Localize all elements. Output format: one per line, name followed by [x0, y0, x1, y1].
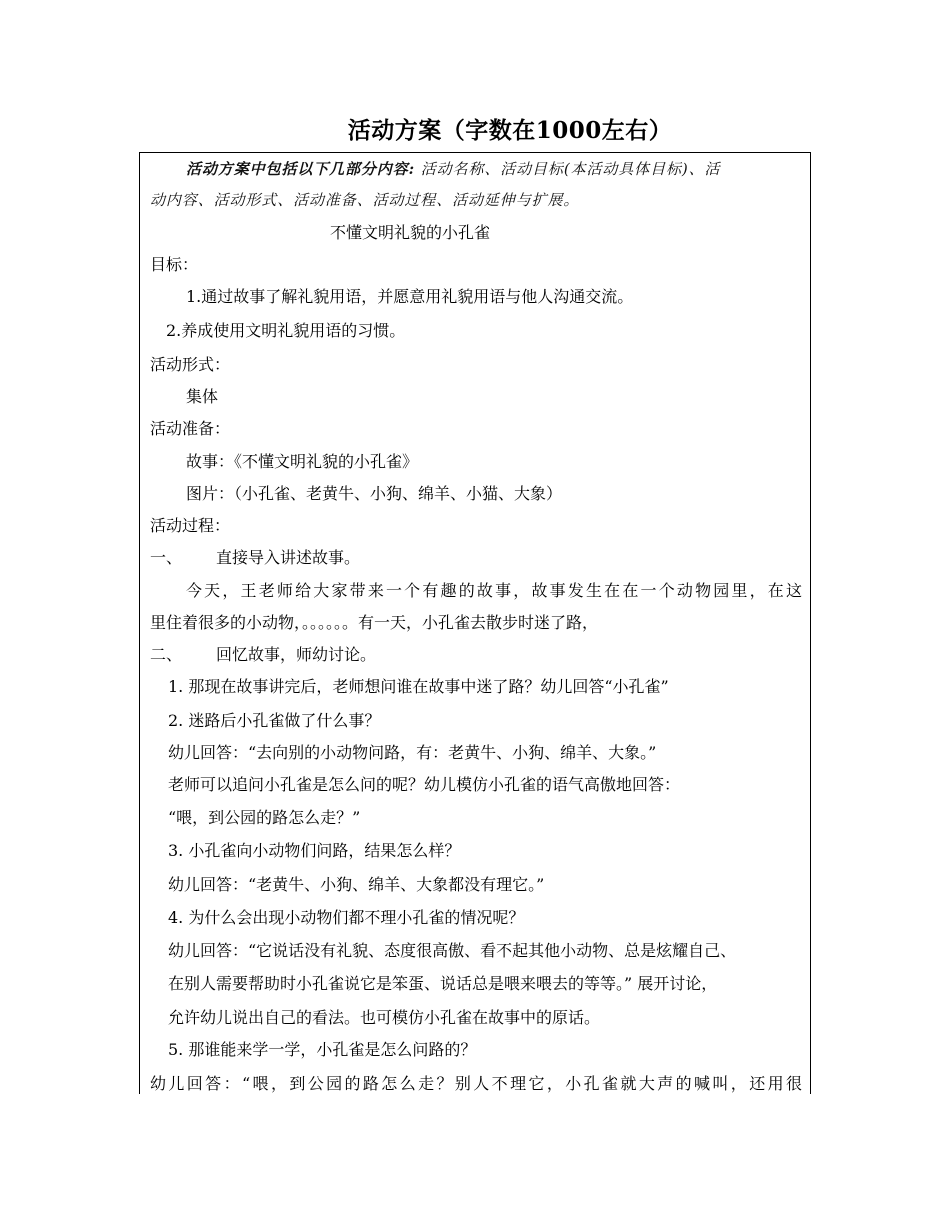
- form-label: 活动形式：: [150, 355, 231, 374]
- intro-line-2: 动内容、活动形式、活动准备、活动过程、活动延伸与扩展。: [150, 191, 580, 209]
- plan-table-cell: [139, 152, 811, 1094]
- discussion-line: 3. 小孔雀向小动物们问路，结果怎么样？: [168, 841, 461, 860]
- process-label: 活动过程：: [150, 516, 231, 535]
- discussion-line: “喂，到公园的路怎么走？”: [168, 808, 361, 827]
- intro-rest: 活动名称、活动目标(本活动具体目标)、活: [415, 160, 721, 178]
- step-2-number: 二、: [150, 645, 183, 664]
- prep-pictures: 图片：（小孔雀、老黄牛、小狗、绵羊、小猫、大象）: [186, 484, 563, 503]
- discussion-line: 老师可以追问小孔雀是怎么问的呢？幼儿模仿小孔雀的语气高傲地回答：: [168, 775, 681, 794]
- goals-label: 目标：: [150, 255, 199, 274]
- intro-bold: 活动方案中包括以下几部分内容:: [186, 160, 416, 178]
- prep-label: 活动准备：: [150, 419, 231, 438]
- discussion-line: 5. 那谁能来学一学，小孔雀是怎么问路的？: [168, 1040, 477, 1059]
- discussion-line: 在别人需要帮助时小孔雀说它是笨蛋、说话总是喂来喂去的等等。” 展开讨论，: [168, 974, 718, 993]
- intro-line-1: [186, 159, 720, 179]
- discussion-line: 2. 迷路后小孔雀做了什么事？: [168, 711, 381, 730]
- discussion-line: 4. 为什么会出现小动物们都不理小孔雀的情况呢？: [168, 908, 525, 927]
- activity-name: 不懂文明礼貌的小孔雀: [330, 223, 491, 242]
- story-paragraph-line-2: 里住着很多的小动物，。。。。。。有一天，小孔雀去散步时迷了路，: [150, 613, 599, 632]
- step-1-number: 一、: [150, 548, 183, 567]
- discussion-line: 1. 那现在故事讲完后，老师想问谁在故事中迷了路？幼儿回答“小孔雀”: [168, 677, 669, 696]
- discussion-line: 允许幼儿说出自己的看法。也可模仿小孔雀在故事中的原话。: [168, 1008, 601, 1027]
- story-paragraph-line-1: 今天，王老师给大家带来一个有趣的故事，故事发生在在一个动物园里，在这: [186, 581, 802, 600]
- discussion-line: 幼儿回答：“它说话没有礼貌、态度很高傲、看不起其他小动物、总是炫耀自己、: [168, 941, 737, 960]
- page-title: 活动方案（字数在1000左右）: [347, 117, 673, 144]
- discussion-line: 幼儿回答：“去向别的小动物问路，有：老黄牛、小狗、绵羊、大象。”: [168, 743, 657, 762]
- goal-item-2: 2.养成使用文明礼貌用语的习惯。: [166, 321, 406, 340]
- step-2-text: 回忆故事，师幼讨论。: [216, 645, 377, 664]
- goal-item-1: 1.通过故事了解礼貌用语，并愿意用礼貌用语与他人沟通交流。: [186, 287, 634, 306]
- prep-story: 故事：《不懂文明礼貌的小孔雀》: [186, 452, 419, 471]
- discussion-line: 幼儿回答：“老黄牛、小狗、绵羊、大象都没有理它。”: [168, 875, 545, 894]
- discussion-line: 幼儿回答：“喂，到公园的路怎么走？别人不理它，小孔雀就大声的喊叫，还用很: [150, 1074, 802, 1093]
- step-1-text: 直接导入讲述故事。: [216, 548, 361, 567]
- form-value: 集体: [186, 387, 219, 406]
